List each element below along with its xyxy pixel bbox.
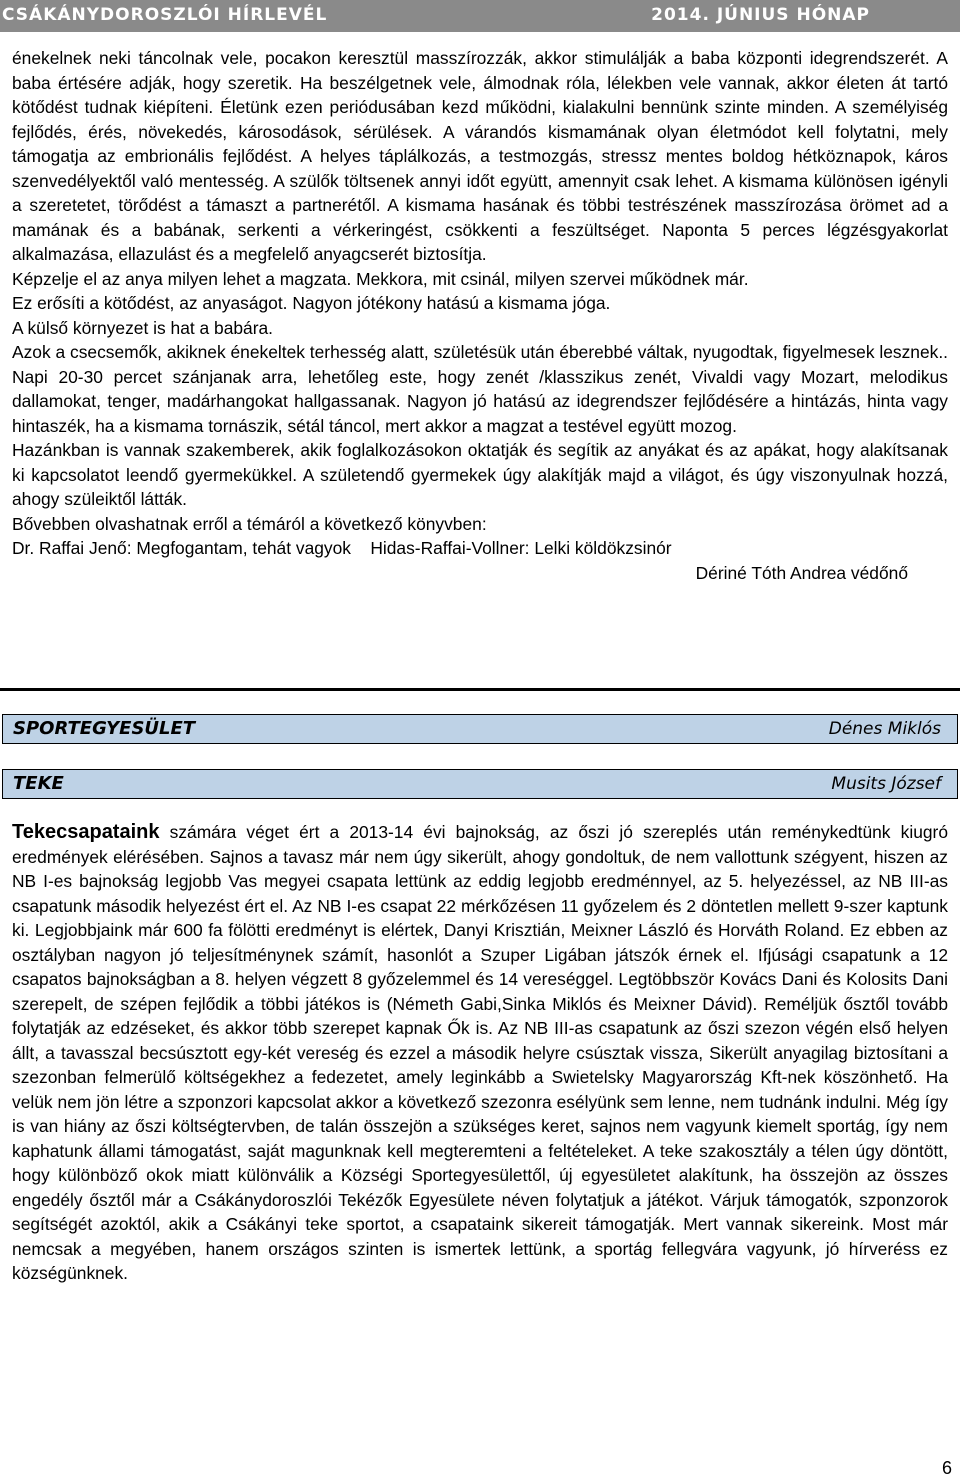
subsection-title: TEKE [13,773,64,794]
article-paragraph: Azok a csecsemők, akiknek énekeltek terhesség alatt, születésük után éberebbé váltak, nyugodtak, figyelmesek lesznek.. Napi 20-30 percet szánjanak arra, lehetőleg este, hogy zenét /klasszikus zenét, Vivaldi vagy Mozart, melodikus dallamokat, tenger, madárhangokat hallgassanak. Nagyon jó hatású az idegrendszer fejlődésére a hintázás, hinta vagy hintaszék, ha a kismama tornászik, sétál táncol, mert akkor a magzat a testével együtt mozog. [12,342,948,436]
subsection-author: Musits József [831,774,941,794]
issue-date: 2014. JÚNIUS HÓNAP [651,5,870,25]
article-paragraph: Hazánkban is vannak szakemberek, akik foglalkozásokon oktatják és segítik az anyákat és az apákat, hogy alakítsanak ki kapcsolatot leendő gyermekükkel. A születendő gyermekek úgy alakítják majd a világot, és úgy viszonyulnak hozzá, ahogy szüleiktől látták. [12,440,948,509]
article-paragraph: Bővebben olvashatnak erről a témáról a következő könyvben: [12,513,487,534]
section-divider [0,688,960,691]
article-paragraph: Képzelje el az anya milyen lehet a magzata. Mekkora, mit csinál, milyen szervei működnek már. [12,268,749,289]
article-paragraph: énekelnek neki táncolnak vele, pocakon keresztül masszírozzák, akkor stimulálják a baba központi idegrendszerét. A baba értésére adják, hogy szeretik. Ha beszélgetnek vele, álmodnak róla, lélekben vele vannak, akkor életen át tartó kötődést tudnak kiépíteni. Életünk ezen periódusában kezd működni, kialakulni bennünk szinte minden. A személyiség fejlődés, érés, növekedés, károsodások, sérülések. A várandós kismamának olyan életmódot kell folytatni, mely támogatja az embrionális fejlődést. A helyes táplálkozás, a testmozgás, stressz mentes boldog hétköznapok, káros szenvedélyektől való mentesség. A szülők töltsenek annyi időt együtt, amennyit csak lehet. A kismama különösen igényli a szeretetet, törődést a támaszt a partnerétől. A kismama hasának és többi testrészének masszírozása örömet ad a mamának és a babának, serkenti a vérkeringést, csökkenti a feszültséget. Naponta 5 perces légzésgyakorlat alkalmazása, ellazulást és a megfelelő anyagcserét biztosítja. [12,48,948,264]
section-bar [2,714,958,744]
article-body: számára véget ért a 2013-14 évi bajnokság, az őszi jó szereplés után reménykedtünk kiugró eredmények elérésében. Sajnos a tavasz már nem úgy sikerült, ahogy gondoltuk, de nem vallottunk szégyent, hiszen az NB I-es bajnokság legjobb Vas megyei csapata lettünk az eddig legjobb eredménnyel, az 5. helyezéssel, az NB III-as csapatunk második helyezést ért el. Az NB I-es csapat 22 mérkőzésen 11 győzelem és 2 döntetlen mellett 9-szer kaptunk ki. Legjobbjaink már 600 fa fölötti eredményt is elértek, Danyi Krisztián, Meixner László és Horváth Roland. Ez ebben az osztályban nagyon jó teljesítménynek számít, hasonlót a Szuper Ligában játszók érnek el. Ifjúsági csapatunk a 12 csapatos bajnokságban a 8. helyen végzett 8 győzelemmel és 14 vereséggel. Legtöbbször Kovács Dani és Kolosits Dani szerepelt, de szépen fejlődik a többi játékos is (Németh Gabi,Sinka Miklós és Meixner Dávid). Reméljük ősztől tovább folytatják az edzéseket, és akkor több szerepet kapnak Ők is. Az NB III-as csapatunk az őszi szezon végén első helyen állt, a tavasszal becsúsztott egy-két vereség és ezzel a második helyre csúsztak vissza, Sikerült anyagilag biztosítani a szezonban felmerülő költségekhez a fedezetet, amely leginkább a Swietelsky Magyarország Kft-nek köszönhető. Ha velük nem jön létre a szponzori kapcsolat akkor a következő szezonra esélyünk sem lenne, nem tudnánk indulni. Még így is van hiány az őszi költségtervben, de talán összejön a szükséges keret, sajnos nem vagyunk kiemelt sportág, így nem kaphatunk állami támogatást, saját magunknak kell megteremteni a feltételeket. A teke szakosztály a télen úgy döntött, hogy különböző okok miatt különválik a Községi Sportegyesülettől, új egyesületet alakítunk, ha összejön az összes engedély ősztől már a Csákánydoroszlói Tekézők Egyesülete néven folytatjuk a játékot. Várjuk támogatók, szponzorok segítségét azoktól, akik a Csákányi teke sportot, a csapataink sikereit támogatják. Mert vannak sikereink. Most már nemcsak a megyében, hanem országos szinten is ismertek lettünk, a sportág fellegvára vagyunk, jó hírveréss ez községünknek. [12,822,948,1283]
article-paragraph [12,820,948,1286]
article-paragraph: A külső környezet is hat a babára. [12,317,274,338]
article-signature: Dériné Tóth Andrea védőnő [695,562,908,583]
book-title: Hidas-Raffai-Vollner: Lelki köldökzsinór [370,538,672,558]
newsletter-header [0,0,960,32]
newsletter-title: CSÁKÁNYDOROSZLÓI HÍRLEVÉL [2,5,328,25]
article-paragraph: Ez erősíti a kötődést, az anyaságot. Nagyon jótékony hatású a kismama jóga. [12,293,611,313]
article-lead: Tekecsapataink [12,821,160,843]
book-title: Dr. Raffai Jenő: Megfogantam, tehát vagyok [12,538,351,558]
section-title: SPORTEGYESÜLET [13,718,196,739]
page-number: 6 [941,1458,952,1478]
section-author: Dénes Miklós [828,719,941,739]
subsection-bar [2,769,958,799]
bowling-article [12,820,948,1286]
book-reference [12,536,948,561]
pregnancy-article [12,46,948,585]
